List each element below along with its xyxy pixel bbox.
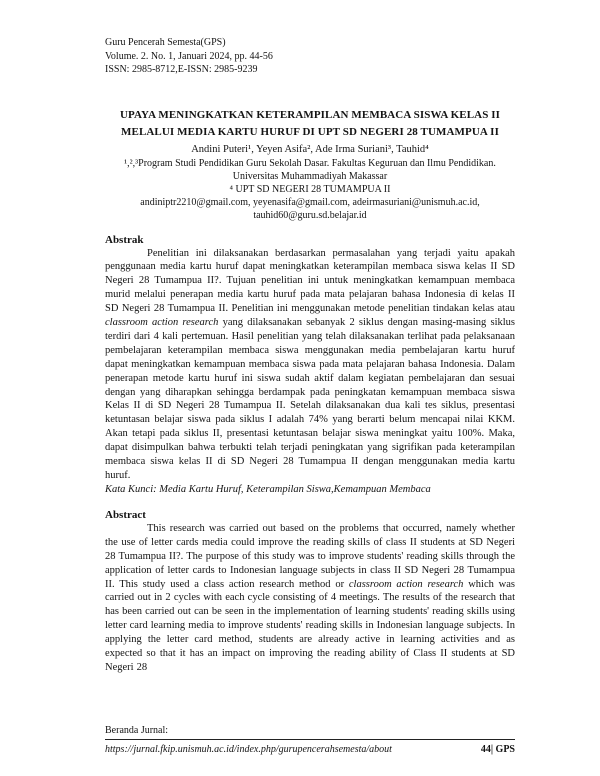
- journal-volume-line: Volume. 2. No. 1, Januari 2024, pp. 44-56: [105, 50, 273, 62]
- journal-issn-line: ISSN: 2985-8712,E-ISSN: 2985-9239: [105, 64, 258, 75]
- journal-url-link[interactable]: https://jurnal.fkip.unismuh.ac.id/index.php/gurupencerahsemesta/about: [105, 744, 392, 755]
- keywords-line: Kata Kunci: Media Kartu Huruf, Keterampilan Siswa,Kemampuan Membaca: [105, 483, 431, 495]
- abstract-text-1: This research was carried out based on the problems that occurred, namely whether the use of letter cards media could improve the reading skills of class II students at SD Negeri 28 Tumampua II?. The purpose of this study was to improve students' reading skills through the application of letter cards to Indonesian language subjects in class II SD Negeri 28 Tumampua II. This study used a class action research method or: [105, 522, 515, 590]
- abstrak-section: [105, 233, 515, 497]
- page-number: 44| GPS: [480, 744, 515, 755]
- affiliation-line-2: ⁴ UPT SD NEGERI 28 TUMAMPUA II: [229, 183, 391, 195]
- author-emails[interactable]: andiniptr2210@gmail.com, yeyenasifa@gmail.com, adeirmasuriani@unismuh.ac.id, tauhid60@guru.sd.belajar.id: [140, 196, 480, 221]
- journal-name: Guru Pencerah Semesta(GPS): [105, 37, 226, 48]
- article-title: UPAYA MENINGKATKAN KETERAMPILAN MEMBACA SISWA KELAS II MELALUI MEDIA KARTU HURUF DI UPT SD NEGERI 28 TUMAMPUA II: [119, 108, 501, 138]
- abstract-section: [105, 508, 515, 675]
- abstract-italic-phrase: classroom action research: [348, 578, 464, 590]
- abstrak-italic-phrase: classroom action research: [105, 317, 219, 329]
- page-footer: [105, 724, 515, 756]
- abstract-text-2: which was carried out in 2 cycles with each cycle consisting of 4 meetings. The results of the research that has been carried out can be seen in the implementation of learning students' reading skills using letter card learning media to improve students' reading skills in Indonesian language subjects. In applying the letter card method, students are already active in learning activities and as expected so that it has an impact on improving the reading ability of Class II students at SD Negeri 28: [105, 578, 515, 673]
- abstrak-text-2: yang dilaksanakan sebanyak 2 siklus dengan masing-masing siklus terdiri dari 4 kali pertemuan. Hasil penelitian yang telah dilaksanakan terlihat pada pelaksanaan pembelajaran keterampilan membaca siswa menggunakan media pembelajaran kartu huruf dapat meningkatkan kemampuan membaca siswa pada mata pelajaran bahasa Indonesia. Dalam penerapan metode kartu huruf ini siswa sudah aktif dalam kegiatan pembelajaran dan sesuai dengan yang diharapkan sehingga berdampak pada peningkatan kemampuan membaca siswa Kelas II di SD Negeri 28 Tumampua II. Setelah dilaksanakan dua kali tes siklus, presentasi ketuntasan belajar siswa pada siklus I adalah 74% yang berarti belum mencapai nilai KKM. Akan tetapi pada siklus II, presentasi ketuntasan belajar siswa meningkat yaitu 100%. Maka, dapat disimpulkan bahwa terbukti telah terjadi peningkatan yang sigrifikan pada keterampilan membaca siswa kelas II di SD Negeri 28 Tumampua II dengan menggunakan media kartu huruf.: [105, 317, 515, 481]
- abstrak-text-1: Penelitian ini dilaksanakan berdasarkan permasalahan yang terjadi yaitu apakah penggunaan media kartu huruf dapat meningkatkan keterampilan membaca siswa kelas II SD Negeri 28 Tumampua II?. Tujuan penelitian ini untuk meningkatkan kemampuan membaca murid melalui penerapan media kartu huruf pada mata pelajaran bahasa Indonesia di kelas II SD Negeri 28 Tumampua II. Penelitian ini menggunakan metode penelitian tindakan kelas atau: [105, 247, 515, 315]
- footer-label: Beranda Jurnal:: [105, 725, 169, 736]
- affiliation-line-1: ¹,²,³Program Studi Pendidikan Guru Sekolah Dasar. Fakultas Keguruan dan Ilmu Pendidikan. Universitas Muhammadiyah Makassar: [124, 157, 496, 182]
- abstract-heading: Abstract: [105, 508, 146, 521]
- abstrak-body: [105, 247, 515, 483]
- journal-header: [105, 36, 515, 77]
- footer-divider: [105, 739, 515, 740]
- abstrak-heading: Abstrak: [105, 233, 144, 246]
- abstract-body: [105, 522, 515, 675]
- author-list: Andini Puteri¹, Yeyen Asifa², Ade Irma Suriani³, Tauhid⁴: [191, 143, 429, 155]
- footer-row: [105, 743, 515, 756]
